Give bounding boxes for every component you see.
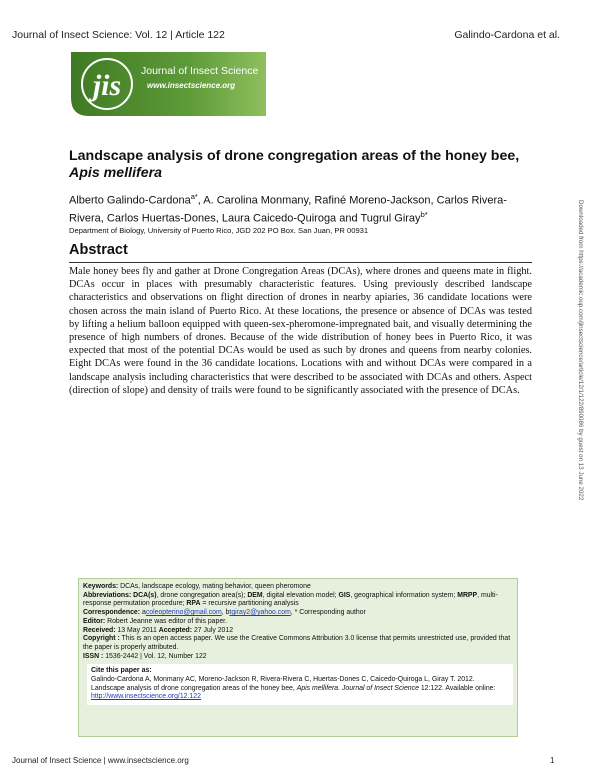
editor-text: Robert Jeanne was editor of this paper. <box>105 617 228 625</box>
abbrev-dem: DEM <box>247 591 263 599</box>
logo-letters: jis <box>92 69 122 102</box>
corr-mid: , b <box>221 609 230 617</box>
abbrev-gis-def: , geographical information system; <box>350 591 458 599</box>
citation-heading: Cite this paper as: <box>91 667 152 675</box>
abbrev-mrpp: MRPP <box>457 591 478 599</box>
journal-header: Journal of Insect Science: Vol. 12 | Article 122 <box>12 29 225 41</box>
email-link-1[interactable]: coleopterino@gmail.com <box>145 609 222 617</box>
accepted-date: 27 July 2012 <box>192 626 234 634</box>
copyright-text: This is an open access paper. We use the Creative Commons Attribution 3.0 license that permits unrestricted use, provided that the paper is properly attributed. <box>83 635 511 651</box>
citation-part-2: . <box>338 684 342 692</box>
author-list <box>69 190 539 225</box>
abstract-divider <box>69 262 532 263</box>
footer-journal: Journal of Insect Science | www.insectscience.org <box>12 756 189 765</box>
copyright-label: Copyright : <box>83 635 120 643</box>
editor-line <box>83 618 512 627</box>
citation-url-link[interactable]: http://www.insectscience.org/12.122 <box>91 693 201 701</box>
citation-text <box>91 676 509 702</box>
abbrev-dca-def: , drone congregation area(s); <box>156 591 248 599</box>
abbrev-rpa-def: = recursive partitioning analysis <box>200 600 299 608</box>
abbrev-dca: DCA(s) <box>133 591 157 599</box>
copyright-line <box>83 635 512 652</box>
email-link-2[interactable]: tgiray2@yahoo.com <box>229 609 291 617</box>
keywords-line <box>83 583 512 592</box>
running-author-header: Galindo-Cardona et al. <box>454 29 560 41</box>
author-1-marker: a* <box>190 192 198 201</box>
abstract-text: Male honey bees fly and gather at Drone Congregation Areas (DCAs), where drones and queens mate in flight. DCAs occur in places with presumably characteristic features. Using previously described landscape characteristics and observations on flight direction of drones in nearby apiaries, 36 candidate locations were chosen across the main island of Puerto Rico. At these locations, the presence or absence of DCAs was tested by lifting a helium balloon equipped with queen-sex-pheromone-impregnated bait, and visually determining the presence of high numbers of drones. Because of the wide distribution of honey bees in Puerto Rico, it was expected that most of the potential DCAs would be used as such by drones and queens from nearby colonies. Eight DCAs were found in the 36 candidate locations. Locations with and without DCAs were compared in a landscape analysis including characteristics that were described to be associated with DCAs and others. Aspect (direction of slope) and density of trails were found to be significantly associated with the presence of DCAs. <box>69 266 532 396</box>
accepted-label: Accepted: <box>158 626 193 634</box>
citation-species: Apis mellifera <box>296 684 339 692</box>
received-date: 13 May 2011 <box>115 626 159 634</box>
keywords-label: Keywords: <box>83 583 119 590</box>
abbrev-gis: GIS <box>338 591 351 599</box>
journal-banner-graphic <box>71 52 266 116</box>
editor-label: Editor: <box>83 617 106 625</box>
citation-part-1: Galindo-Cardona A, Monmany AC, Moreno-Jackson R, Rivera-Rivera C, Huertas-Dones C, Caicedo-Quiroga L, Giray T. 2012. Landscape analysis of drone congregation areas of the honey bee, <box>91 676 475 692</box>
abbreviations-line <box>83 592 512 609</box>
received-label: Received: <box>83 626 116 634</box>
correspondence-label: Correspondence: <box>83 609 141 617</box>
citation-part-3: 12:122. Available online: <box>418 684 496 692</box>
issn-text: 1536-2442 | Vol. 12, Number 122 <box>103 652 207 660</box>
citation-journal: Journal of Insect Science <box>341 684 419 692</box>
corr-suffix: , * Corresponding author <box>290 609 366 617</box>
abbrev-dem-def: , digital elevation model; <box>262 591 339 599</box>
issn-line <box>83 653 512 662</box>
correspondence-line <box>83 609 512 618</box>
abbrev-rpa: RPA <box>186 600 201 608</box>
banner-url: www.insectscience.org <box>147 81 236 90</box>
page-number: 1 <box>550 756 555 765</box>
keywords-text: DCAs, landscape ecology, mating behavior, queen pheromone <box>118 583 311 590</box>
journal-banner[interactable] <box>71 52 266 116</box>
title-main: Landscape analysis of drone congregation areas of the honey bee, <box>69 148 520 164</box>
citation-box <box>87 664 513 705</box>
abbreviations-label: Abbreviations: <box>83 591 132 599</box>
abstract-heading: Abstract <box>69 242 128 258</box>
title-species: Apis mellifera <box>69 165 163 181</box>
download-watermark-text: Downloaded from https://academic.oup.com/jinsectscience/article/12/1/122/890086 by guest on 13 June 2022 <box>577 200 584 501</box>
dates-line <box>83 627 512 636</box>
author-1: Alberto Galindo-Cardona <box>69 194 191 207</box>
issn-label: ISSN : <box>83 652 104 660</box>
article-info-box <box>78 578 518 737</box>
affiliation: Department of Biology, University of Puerto Rico, JGD 202 PO Box. San Juan, PR 00931 <box>69 226 369 235</box>
banner-journal-name: Journal of Insect Science <box>141 65 259 77</box>
abbrev-mrpp-def: , multi-response permutation procedure; <box>83 591 498 608</box>
paper-title <box>69 148 539 182</box>
coauthors: , A. Carolina Monmany, Rafiné Moreno-Jackson, Carlos Rivera-Rivera, Carlos Huertas-Dones, Laura Caicedo-Quiroga and Tugrul Giray <box>69 194 507 225</box>
download-watermark <box>573 200 584 580</box>
corr-prefix: a <box>140 609 146 617</box>
author-last-marker: b* <box>420 209 428 219</box>
